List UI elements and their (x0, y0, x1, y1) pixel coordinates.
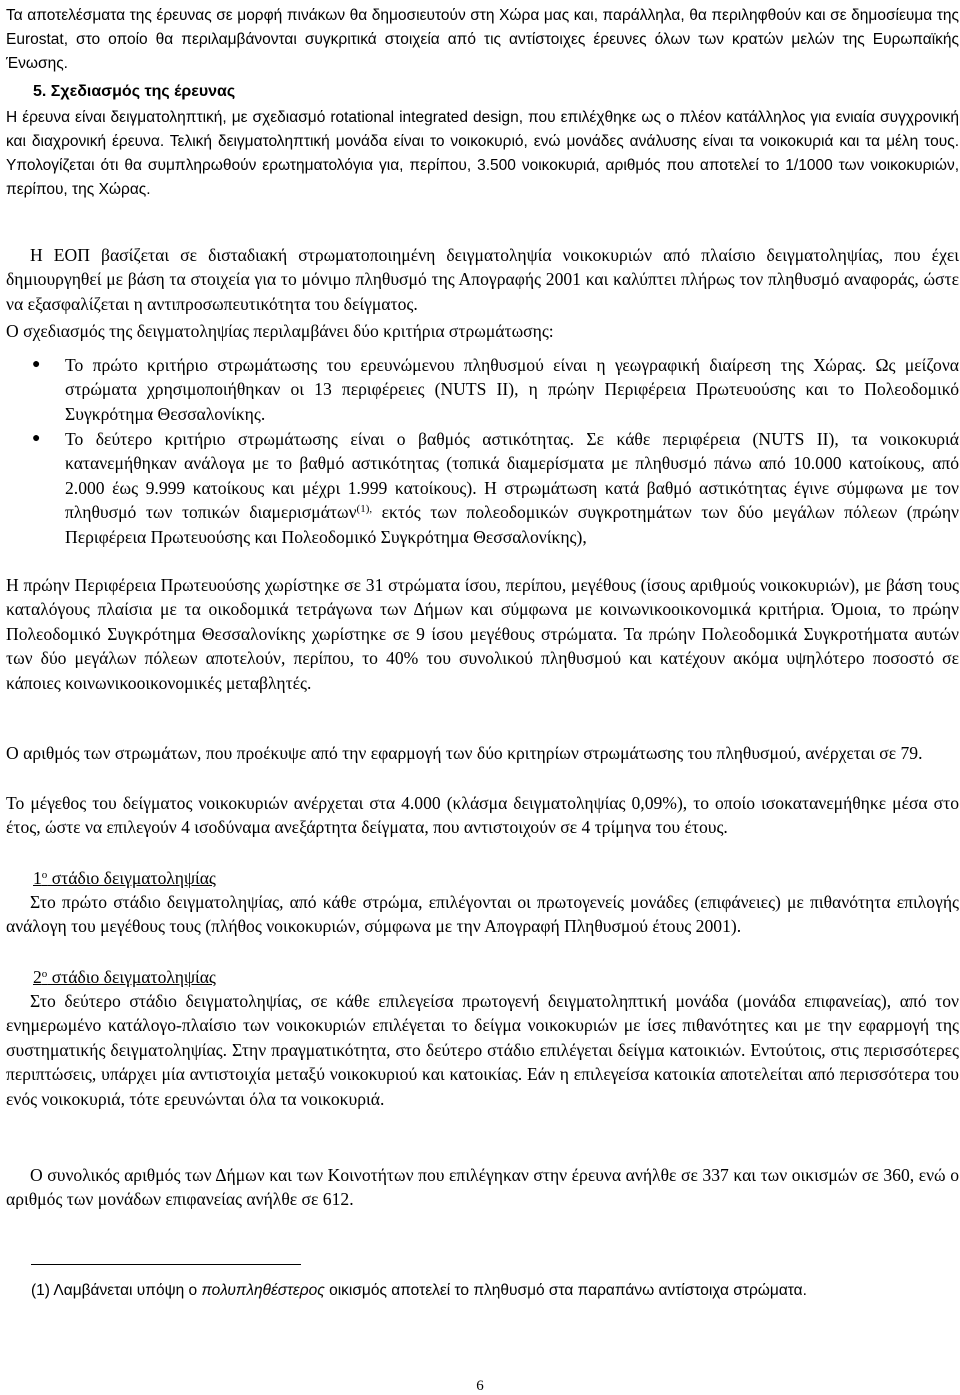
sampling-paragraph: Η ΕΟΠ βασίζεται σε δισταδιακή στρωματοποιημένη δειγματοληψία νοικοκυριών από πλαίσιο δειγματοληψίας, που έχει δημιουργηθεί με βάση τα στοιχεία για το μόνιμο πληθυσμό της Απογραφής 2001 και καλύπτει πλήρως τον πληθυσμό αναφοράς, ώστε να εξασφαλίζεται η αντιπροσωπευτικότητα του δείγματος. (6, 245, 959, 314)
sample-size-paragraph: Το μέγεθος του δείγματος νοικοκυριών ανέρχεται στα 4.000 (κλάσμα δειγματοληψίας 0,09%), το οποίο ισοκατανεμήθηκε μέσα στο έτος, ώστε να επιλεγούν 4 ισοδύναμα ανεξάρτητα δείγματα, που αντιστοιχούν σε 4 τρίμηνα του έτους. (6, 793, 959, 838)
footnote-text-b: οικισμός αποτελεί το πληθυσμό στα παραπάνω αντίστοιχα στρώματα. (324, 1282, 807, 1299)
bullet-criterion-1: Το πρώτο κριτήριο στρωμάτωσης του ερευνώμενου πληθυσμού είναι η γεωγραφική διαίρεση της Χώρας. Ως μείζονα στρώματα χρησιμοποιήθηκαν οι 13 περιφέρειες (NUTS II), η πρώην Περιφέρεια Πρωτευούσης και το Πολεοδομικό Συγκρότημα Θεσσαλονίκης. (65, 355, 959, 424)
footnote-separator (31, 1264, 301, 1265)
bullet-dot-2: ● (32, 431, 41, 446)
design-paragraph: Η έρευνα είναι δειγματοληπτική, με σχεδιασμό rotational integrated design, που επιλέχθηκε ως ο πλέον κατάλληλος για ενιαία συγχρονική και διαχρονική έρευνα. Τελική δειγματοληπτική μονάδα είναι το νοικοκυριό, ενώ μονάδες ανάλυσης είναι τα νοικοκυριά και τα μέλη τους. Υπολογίζεται ότι θα συμπληρωθούν ερωτηματολόγια για, περίπου, 3.500 νοικοκυριά, αριθμός που αποτελεί το 1/1000 των νοικοκυριών, περίπου, της Χώρας. (6, 109, 959, 198)
criteria-intro: Ο σχεδιασμός της δειγματοληψίας περιλαμβάνει δύο κριτήρια στρωμάτωσης: (6, 321, 554, 341)
stage1-paragraph: Στο πρώτο στάδιο δειγματοληψίας, από κάθε στρώμα, επιλέγονται οι πρωτογενείς μονάδες (επιφάνειες) με πιθανότητα επιλογής ανάλογη του μεγέθους τους (πλήθος νοικοκυριών, σύμφωνα με την Απογραφή Πληθυσμού έτους 2001). (6, 892, 959, 937)
bullet-criterion-2 (65, 427, 959, 549)
stage2-ordinal: ο (41, 968, 48, 980)
section-heading: 5. Σχεδιασμός της έρευνας (33, 83, 236, 100)
page-number: 6 (476, 1378, 484, 1394)
stage1-number: 1 (33, 868, 42, 888)
municipalities-paragraph: Ο συνολικός αριθμός των Δήμων και των Κοινοτήτων που επιλέγηκαν στην έρευνα ανήλθε σε 337 και των οικισμών σε 360, ενώ ο αριθμός των μονάδων επιφανείας ανήλθε σε 612. (6, 1165, 959, 1210)
stage2-title: στάδιο δειγματοληψίας (47, 967, 216, 987)
bullet-dot-1: ● (32, 357, 41, 372)
stage1-title: στάδιο δειγματοληψίας (47, 868, 216, 888)
stage1-ordinal: ο (41, 869, 48, 881)
bullet2-text-a: Το δεύτερο κριτήριο στρωμάτωσης είναι ο βαθμός αστικότητας. Σε κάθε περιφέρεια (NUTS II), τα νοικοκυριά κατανεμήθηκαν ανάλογα με το βαθμό αστικότητας (τοπικά διαμερίσματα με πληθυσμό πάνω από 10.000 κατοίκους, από 2.000 έως 9.999 κατοίκους και μέχρι 1.999 κατοίκους). Η στρωμάτωση κατά βαθμό αστικότητας έγινε σύμφωνα με τον πληθυσμό των τοπικών διαμερισμάτων (65, 429, 959, 523)
intro-paragraph: Τα αποτελέσματα της έρευνας σε μορφή πινάκων θα δημοσιευτούν στη Χώρα μας και, παράλληλα, θα περιληφθούν και σε δημοσίευμα της Eurostat, στο οποίο θα περιλαμβάνονται συγκριτικά στοιχεία από τις αντίστοιχες έρευνες όλων των κρατών μελών της Ευρωπαϊκής Ένωσης. (6, 7, 959, 72)
footnote (31, 1279, 959, 1303)
footnote-text-a: (1) Λαμβάνεται υπόψη ο (31, 1282, 202, 1299)
footnote-emphasis: πολυπληθέστερος (201, 1282, 325, 1299)
stage1-heading (33, 867, 216, 889)
capital-strata-paragraph: Η πρώην Περιφέρεια Πρωτευούσης χωρίστηκε σε 31 στρώματα ίσου, περίπου, μεγέθους (ίσους αριθμούς νοικοκυριών), με βάση τους καταλόγους πλαίσια με τα οικοδομικά τετράγωνα των Δήμων και σύμφωνα με κοινωνικοοικονομικά κριτήρια. Όμοια, το πρώην Πολεοδομικό Συγκρότημα Θεσσαλονίκης χωρίστηκε σε 9 ίσου μεγέθους στρώματα. Τα πρώην Πολεοδομικά Συγκροτήματα αυτών των δύο μεγάλων πόλεων αποτελούν, περίπου, το 40% του συνολικού πληθυσμού και κατέχουν ακόμα υψηλότερο ποσοστό σε κάποιες κοινωνικοοικονομικές μεταβλητές. (6, 575, 959, 693)
stage2-heading (33, 966, 216, 988)
strata-count-paragraph: Ο αριθμός των στρωμάτων, που προέκυψε από την εφαρμογή των δύο κριτηρίων στρωμάτωσης του πληθυσμού, ανέρχεται σε 79. (6, 743, 923, 763)
stage2-number: 2 (33, 967, 42, 987)
bullet2-text-b: εκτός των πολεοδομικών συγκροτημάτων των δύο μεγάλων πόλεων (πρώην Περιφέρεια Πρωτευούσης και Πολεοδομικό Συγκρότημα Θεσσαλονίκης), (65, 502, 959, 547)
footnote-ref: (1), (356, 503, 373, 516)
stage2-paragraph: Στο δεύτερο στάδιο δειγματοληψίας, σε κάθε επιλεγείσα πρωτογενή δειγματοληπτική μονάδα (μονάδα επιφανείας), από τον ενημερωμένο κατάλογο-πλαίσιο των νοικοκυριών επιλέγεται το δείγμα νοικοκυριών με ίσες πιθανότητες και με την εφαρμογή της συστηματικής δειγματοληψίας. Στην πραγματικότητα, στο δεύτερο στάδιο επιλέγεται δείγμα κατοικιών. Εντούτοις, στις περισσότερες περιπτώσεις, υπάρχει μία αντιστοιχία μεταξύ νοικοκυριού και κατοικίας. Εάν η επιλεγείσα κατοικία αποτελείται από περισσότερα του ενός νοικοκυριά, τότε ερευνώνται όλα τα νοικοκυριά. (6, 991, 959, 1109)
